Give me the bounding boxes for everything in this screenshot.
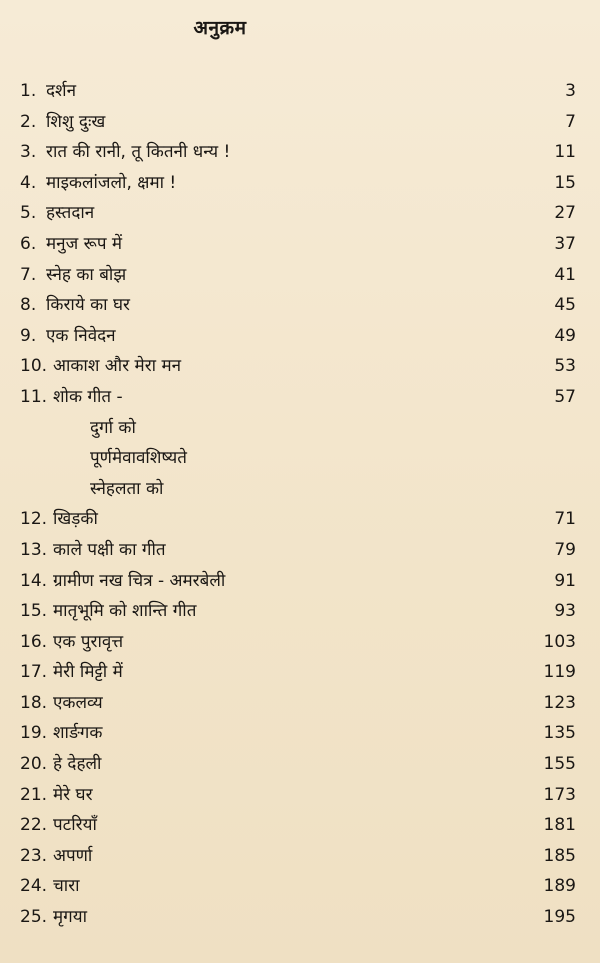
- entry-title: शोक गीत -: [53, 386, 123, 407]
- entry-number: 23.: [20, 845, 48, 866]
- entry-page-number: 7: [565, 111, 576, 132]
- entry-number: 6.: [20, 233, 37, 254]
- entry-page-number: 37: [554, 233, 576, 254]
- entry-page-number: 123: [543, 692, 576, 713]
- toc-entry: [0, 871, 600, 902]
- entry-number: 17.: [20, 662, 48, 683]
- entry-number: 16.: [20, 631, 48, 652]
- entry-number: 13.: [20, 539, 48, 560]
- toc-entry: [0, 260, 600, 291]
- entry-title: एक पुरावृत्त: [53, 631, 124, 652]
- entry-number: 9.: [20, 325, 37, 346]
- entry-number: 22.: [20, 815, 48, 836]
- toc-subentry: [0, 413, 600, 444]
- entry-number: 2.: [20, 111, 37, 132]
- entry-number: 7.: [20, 264, 37, 285]
- subentry-title: दुर्गा को: [90, 417, 136, 438]
- entry-title: आकाश और मेरा मन: [53, 356, 182, 377]
- entry-number: 8.: [20, 295, 37, 316]
- entry-title: शार्ङगक: [53, 723, 103, 744]
- entry-page-number: 181: [543, 815, 576, 836]
- entry-page-number: 195: [543, 907, 576, 928]
- entry-number: 15.: [20, 601, 48, 622]
- toc-entry: [0, 657, 600, 688]
- entry-page-number: 15: [554, 172, 576, 193]
- subentry-title: स्नेहलता को: [90, 478, 164, 499]
- entry-number: 1.: [20, 81, 37, 101]
- entry-number: 5.: [20, 203, 37, 224]
- entry-page-number: 185: [543, 845, 576, 866]
- page-title: अनुक्रम: [193, 17, 247, 39]
- entry-title: मेरे घर: [53, 784, 93, 805]
- entry-title: स्नेह का बोझ: [46, 264, 127, 285]
- table-of-contents: [0, 76, 600, 933]
- entry-number: 11.: [20, 386, 48, 407]
- toc-entry: [0, 382, 600, 413]
- toc-entry: [0, 290, 600, 321]
- toc-entry: [0, 535, 600, 566]
- entry-title: ग्रामीण नख चित्र - अमरबेली: [53, 570, 226, 591]
- toc-entry: [0, 107, 600, 138]
- entry-page-number: 103: [543, 631, 576, 652]
- entry-page-number: 189: [543, 876, 576, 897]
- entry-title: पटरियाँ: [53, 815, 97, 836]
- entry-title: एक निवेदन: [46, 325, 116, 346]
- entry-page-number: 91: [554, 570, 576, 591]
- toc-entry: [0, 321, 600, 352]
- toc-entry: [0, 229, 600, 260]
- toc-entry: [0, 198, 600, 229]
- toc-entry: [0, 902, 600, 933]
- entry-number: 4.: [20, 172, 37, 193]
- entry-page-number: 57: [554, 386, 576, 407]
- entry-title: हे देहली: [53, 754, 102, 775]
- entry-page-number: 3: [565, 81, 576, 101]
- entry-page-number: 93: [554, 601, 576, 622]
- entry-number: 14.: [20, 570, 48, 591]
- toc-subentry: [0, 474, 600, 505]
- toc-entry: [0, 168, 600, 199]
- toc-entry: [0, 810, 600, 841]
- entry-title: रात की रानी, तू कितनी धन्य !: [46, 142, 231, 163]
- toc-entry: [0, 841, 600, 872]
- toc-entry: [0, 780, 600, 811]
- entry-title: मनुज रूप में: [46, 233, 123, 254]
- entry-number: 12.: [20, 509, 48, 530]
- entry-page-number: 45: [554, 295, 576, 316]
- entry-title: दर्शन: [46, 81, 77, 101]
- entry-page-number: 49: [554, 325, 576, 346]
- entry-page-number: 27: [554, 203, 576, 224]
- entry-title: मृगया: [53, 907, 87, 928]
- toc-entry: [0, 627, 600, 658]
- entry-title: शिशु दुःख: [46, 111, 106, 132]
- entry-number: 18.: [20, 692, 48, 713]
- entry-title: मेरी मिट्टी में: [53, 662, 123, 683]
- entry-title: माइकलांजलो, क्षमा !: [46, 172, 177, 193]
- entry-title: किराये का घर: [46, 295, 130, 316]
- entry-number: 21.: [20, 784, 48, 805]
- entry-page-number: 41: [554, 264, 576, 285]
- entry-page-number: 71: [554, 509, 576, 530]
- toc-entry: [0, 76, 600, 107]
- entry-page-number: 11: [554, 142, 576, 163]
- toc-entry: [0, 688, 600, 719]
- entry-page-number: 135: [543, 723, 576, 744]
- entry-title: काले पक्षी का गीत: [53, 539, 166, 560]
- toc-entry: [0, 504, 600, 535]
- entry-title: चारा: [53, 876, 80, 897]
- toc-entry: [0, 351, 600, 382]
- toc-entry: [0, 718, 600, 749]
- entry-number: 10.: [20, 356, 48, 377]
- entry-number: 24.: [20, 876, 48, 897]
- entry-page-number: 173: [543, 784, 576, 805]
- entry-title: अपर्णा: [53, 845, 93, 866]
- entry-number: 20.: [20, 754, 48, 775]
- entry-number: 19.: [20, 723, 48, 744]
- entry-number: 3.: [20, 142, 37, 163]
- toc-subentry: [0, 443, 600, 474]
- entry-title: मातृभूमि को शान्ति गीत: [53, 601, 197, 622]
- toc-entry: [0, 749, 600, 780]
- entry-title: हस्तदान: [46, 203, 95, 224]
- entry-title: एकलव्य: [53, 692, 103, 713]
- entry-page-number: 155: [543, 754, 576, 775]
- entry-page-number: 119: [543, 662, 576, 683]
- toc-entry: [0, 596, 600, 627]
- entry-page-number: 79: [554, 539, 576, 560]
- toc-entry: [0, 137, 600, 168]
- toc-entry: [0, 566, 600, 597]
- entry-title: खिड़की: [53, 509, 98, 530]
- subentry-title: पूर्णमेवावशिष्यते: [90, 448, 187, 469]
- entry-number: 25.: [20, 907, 48, 928]
- entry-page-number: 53: [554, 356, 576, 377]
